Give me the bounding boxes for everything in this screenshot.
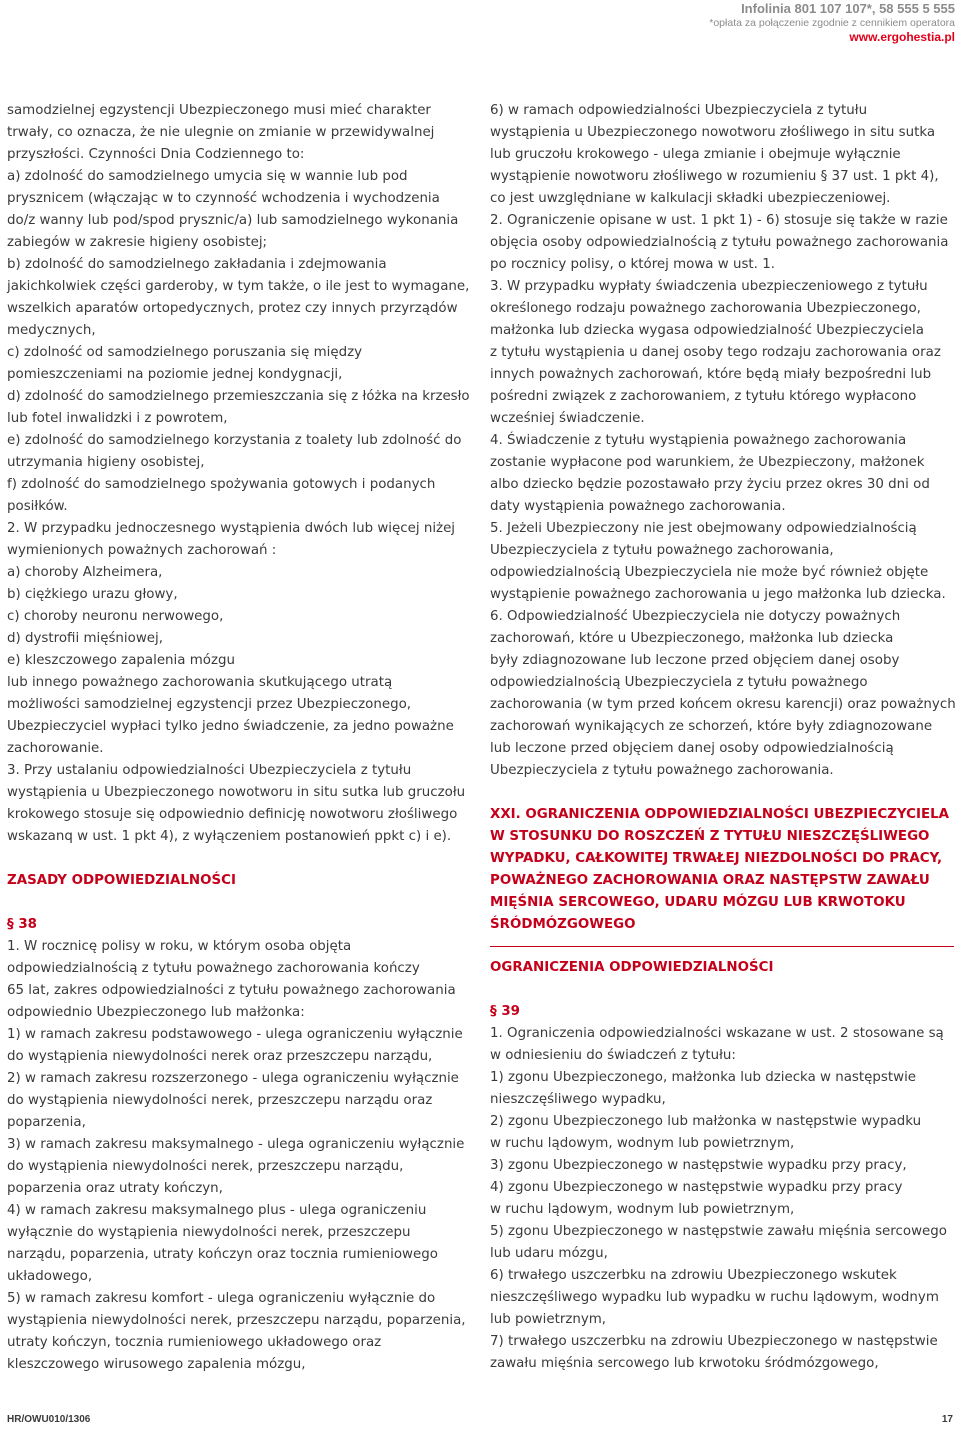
text-line: lub leczone przed objęciem danej osoby odpowiedzialnością	[490, 741, 894, 756]
text-line: zachorowań wynikających ze schorzeń, które były zdiagnozowane	[490, 719, 933, 734]
text-line: odpowiednio Ubezpieczonego lub małżonka:	[7, 1005, 305, 1020]
text-line: albo dziecko będzie pozostawało przy życiu przez okres 30 dni od	[490, 477, 930, 492]
text-line: 4) w ramach zakresu maksymalnego plus - ulega ograniczeniu	[7, 1203, 427, 1218]
text-line: zostanie wypłacone pod warunkiem, że Ubezpieczony, małżonek	[490, 455, 925, 470]
text-line: zachorowania (w tym przed końcem okresu karencji) oraz poważnych	[490, 697, 956, 712]
page-footer	[0, 1414, 960, 1430]
text-line: odpowiedzialnością z tytułu poważnego zachorowania kończy	[7, 961, 420, 976]
hotline-note: *opłata za połączenie zgodnie z cennikiem operatora	[709, 17, 955, 29]
text-line: d) zdolność do samodzielnego przemieszczania się z łóżka na krzesło	[7, 389, 470, 404]
text-line: XXI. OGRANICZENIA ODPOWIEDZIALNOŚCI UBEZPIECZYCIELA	[490, 807, 950, 822]
text-line: 6. Odpowiedzialność Ubezpieczyciela nie dotyczy poważnych	[490, 609, 901, 624]
text-line: zachorowanie.	[7, 741, 104, 756]
text-line: 2. W przypadku jednoczesnego wystąpienia dwóch lub więcej niżej	[7, 521, 456, 536]
text-line: co jest uwzględniane w kalkulacji składki ubezpieczeniowej.	[490, 191, 891, 206]
text-line: samodzielnej egzystencji Ubezpieczonego musi mieć charakter	[7, 103, 431, 118]
text-line: przyszłości. Czynności Dnia Codziennego to:	[7, 147, 305, 162]
section-heading-zasady: ZASADY ODPOWIEDZIALNOŚCI	[7, 873, 236, 888]
text-line: utrzymania higieny osobistej,	[7, 455, 205, 470]
text-line: zabiegów w zakresie higieny osobistej;	[7, 235, 268, 250]
text-line: 4) zgonu Ubezpieczonego w następstwie wypadku przy pracy	[490, 1180, 903, 1195]
page-number: 17	[941, 1414, 953, 1425]
text-line: lub udaru mózgu,	[490, 1246, 608, 1261]
right-body-text-2	[490, 1023, 956, 1375]
text-line: wystąpienia u Ubezpieczonego nowotworu złośliwego in situ sutka	[490, 125, 936, 140]
text-line: 2) w ramach zakresu rozszerzonego - ulega ograniczeniu wyłącznie	[7, 1071, 459, 1086]
text-line: wystąpienia u Ubezpieczonego nowotworu in situ sutka lub gruczołu	[7, 785, 466, 800]
text-line: 4. Świadczenie z tytułu wystąpienia poważnego zachorowania	[490, 433, 907, 448]
text-line: odpowiedzialnością Ubezpieczyciela z tytułu poważnego	[490, 675, 868, 690]
section-divider	[490, 946, 954, 947]
right-column	[490, 100, 956, 1375]
text-line: układowego,	[7, 1269, 93, 1284]
paragraph-number-39: § 39	[490, 1004, 520, 1019]
text-line: innych poważnych zachorowań, które będą miały bezpośredni lub	[490, 367, 932, 382]
text-line: lub gruczołu krokowego - ulega zmianie i obejmuje wyłącznie	[490, 147, 901, 162]
text-line: b) ciężkiego urazu głowy,	[7, 587, 178, 602]
text-line: WYPADKU, CAŁKOWITEJ TRWAŁEJ NIEZDOLNOŚCI DO PRACY,	[490, 851, 943, 866]
text-line: do wystąpienia niewydolności nerek oraz przeszczepu narządu,	[7, 1049, 433, 1064]
text-line: daty wystąpienia poważnego zachorowania.	[490, 499, 786, 514]
text-line: lub fotel inwalidzki i z powrotem,	[7, 411, 228, 426]
text-line: c) zdolność od samodzielnego poruszania się między	[7, 345, 363, 360]
text-line: 3) w ramach zakresu maksymalnego - ulega ograniczeniu wyłącznie	[7, 1137, 465, 1152]
document-code: HR/OWU010/1306	[7, 1414, 91, 1425]
text-line: możliwości samodzielnej egzystencji przez Ubezpieczonego,	[7, 697, 412, 712]
left-body-text-2	[7, 936, 469, 1376]
page-header	[0, 0, 960, 48]
text-line: do wystąpienia niewydolności nerek, przeszczepu narządu oraz	[7, 1093, 433, 1108]
section-heading-ograniczenia: OGRANICZENIA ODPOWIEDZIALNOŚCI	[490, 960, 774, 975]
text-line: 1. W rocznicę polisy w roku, w którym osoba objęta	[7, 939, 352, 954]
text-line: wystąpienie poważnego zachorowania u jego małżonka lub dziecka.	[490, 587, 946, 602]
text-line: nieszczęśliwego wypadku lub wypadku w ruchu lądowym, wodnym	[490, 1290, 939, 1305]
text-line: lub powietrznym,	[490, 1312, 607, 1327]
text-line: narządu, poparzenia, utraty kończyn oraz tocznia rumieniowego	[7, 1247, 438, 1262]
paragraph-number-38: § 38	[7, 917, 37, 932]
text-line: 3) zgonu Ubezpieczonego w następstwie wypadku przy pracy,	[490, 1158, 907, 1173]
text-line: do wystąpienia niewydolności nerek, przeszczepu narządu,	[7, 1159, 404, 1174]
text-line: 3. W przypadku wypłaty świadczenia ubezpieczeniowego z tytułu	[490, 279, 928, 294]
text-line: lub innego poważnego zachorowania skutkującego utratą	[7, 675, 393, 690]
text-line: c) choroby neuronu nerwowego,	[7, 609, 224, 624]
text-line: 5) zgonu Ubezpieczonego w następstwie zawału mięśnia sercowego	[490, 1224, 947, 1239]
text-line: krokowego stosuje się odpowiednio definicję nowotworu złośliwego	[7, 807, 458, 822]
text-line: w ruchu lądowym, wodnym lub powietrznym,	[490, 1202, 795, 1217]
left-body-text	[7, 100, 469, 848]
text-line: były zdiagnozowane lub leczone przed objęciem danej osoby	[490, 653, 900, 668]
text-line: 3. Przy ustalaniu odpowiedzialności Ubezpieczyciela z tytułu	[7, 763, 412, 778]
text-line: poparzenia oraz utraty kończyn,	[7, 1181, 223, 1196]
text-line: MIĘŚNIA SERCOWEGO, UDARU MÓZGU LUB KRWOTOKU	[490, 895, 906, 910]
text-line: zawału mięśnia sercowego lub krwotoku śródmózgowego,	[490, 1356, 879, 1371]
text-line: w odniesieniu do świadczeń z tytułu:	[490, 1048, 736, 1063]
text-line: 1. Ograniczenia odpowiedzialności wskazane w ust. 2 stosowane są	[490, 1026, 944, 1041]
text-line: prysznicem (włączając w to czynność wchodzenia i wychodzenia	[7, 191, 440, 206]
text-line: 1) w ramach zakresu podstawowego - ulega ograniczeniu wyłącznie	[7, 1027, 463, 1042]
text-line: trwały, co oznacza, że nie ulegnie on zmianie w przewidywalnej	[7, 125, 435, 140]
left-column	[7, 100, 469, 1376]
text-line: d) dystrofii mięśniowej,	[7, 631, 163, 646]
text-line: 2) zgonu Ubezpieczonego lub małżonka w następstwie wypadku	[490, 1114, 922, 1129]
section-title-xxi	[490, 804, 956, 936]
text-line: Ubezpieczyciela z tytułu poważnego zachorowania.	[490, 763, 834, 778]
text-line: ŚRÓDMÓZGOWEGO	[490, 917, 636, 932]
text-line: pośredni związek z zachorowaniem, z tytułu którego wypłacono	[490, 389, 917, 404]
text-line: z tytułu wystąpienia u danej osoby tego rodzaju zachorowania oraz	[490, 345, 941, 360]
text-line: 1) zgonu Ubezpieczonego, małżonka lub dziecka w następstwie	[490, 1070, 917, 1085]
text-line: POWAŻNEGO ZACHOROWANIA ORAZ NASTĘPSTW ZAWAŁU	[490, 873, 930, 888]
text-line: poparzenia,	[7, 1115, 86, 1130]
text-line: a) zdolność do samodzielnego umycia się w wannie lub pod	[7, 169, 408, 184]
text-line: 65 lat, zakres odpowiedzialności z tytułu poważnego zachorowania	[7, 983, 456, 998]
text-line: Ubezpieczyciela z tytułu poważnego zachorowania,	[490, 543, 834, 558]
text-line: określonego rodzaju poważnego zachorowania Ubezpieczonego,	[490, 301, 921, 316]
text-line: 6) trwałego uszczerbku na zdrowiu Ubezpieczonego wskutek	[490, 1268, 897, 1283]
text-line: medycznych,	[7, 323, 96, 338]
text-line: 5. Jeżeli Ubezpieczony nie jest obejmowany odpowiedzialnością	[490, 521, 917, 536]
text-line: wskazanq w ust. 1 pkt 4), z wyłączeniem postanowień ppkt c) i e).	[7, 829, 452, 844]
text-line: b) zdolność do samodzielnego zakładania i zdejmowania	[7, 257, 387, 272]
text-line: nieszczęśliwego wypadku,	[490, 1092, 666, 1107]
text-line: wszelkich aparatów ortopedycznych, protez czy innych przyrządów	[7, 301, 458, 316]
text-line: wyłącznie do wystąpienia niewydolności nerek, przeszczepu	[7, 1225, 411, 1240]
text-line: 5) w ramach zakresu komfort - ulega ograniczeniu wyłącznie do	[7, 1291, 436, 1306]
text-line: a) choroby Alzheimera,	[7, 565, 163, 580]
website-link[interactable]: www.ergohestia.pl	[849, 30, 955, 44]
text-line: kleszczowego wirusowego zapalenia mózgu,	[7, 1357, 306, 1372]
text-line: wymienionych poważnych zachorowań :	[7, 543, 277, 558]
text-line: małżonka lub dziecka wygasa odpowiedzialność Ubezpieczyciela	[490, 323, 924, 338]
hotline-text: Infolinia 801 107 107*, 58 555 5 555	[741, 1, 955, 16]
text-line: posiłków.	[7, 499, 68, 514]
text-line: utraty kończyn, tocznia rumieniowego układowego oraz	[7, 1335, 382, 1350]
text-line: po rocznicy polisy, o której mowa w ust. 1.	[490, 257, 775, 272]
text-line: w ruchu lądowym, wodnym lub powietrznym,	[490, 1136, 795, 1151]
text-line: objęcia osoby odpowiedzialnością z tytułu poważnego zachorowania	[490, 235, 949, 250]
text-line: wystąpienie nowotworu złośliwego w rozumieniu § 37 ust. 1 pkt 4),	[490, 169, 939, 184]
text-line: odpowiedzialnością Ubezpieczyciela nie może być również objęte	[490, 565, 929, 580]
text-line: 6) w ramach odpowiedzialności Ubezpieczyciela z tytułu	[490, 103, 868, 118]
text-line: e) zdolność do samodzielnego korzystania z toalety lub zdolność do	[7, 433, 462, 448]
text-line: jakichkolwiek części garderoby, w tym także, o ile jest to wymagane,	[7, 279, 470, 294]
text-line: W STOSUNKU DO ROSZCZEŃ Z TYTUŁU NIESZCZĘŚLIWEGO	[490, 829, 930, 844]
right-body-text	[490, 100, 956, 782]
text-line: wystąpienia niewydolności nerek, przeszczepu narządu, poparzenia,	[7, 1313, 466, 1328]
text-line: wcześniej świadczenie.	[490, 411, 645, 426]
text-line: pomieszczeniami na poziomie jednej kondygnacji,	[7, 367, 343, 382]
text-line: Ubezpieczyciel wypłaci tylko jedno świadczenie, za jedno poważne	[7, 719, 454, 734]
text-line: f) zdolność do samodzielnego spożywania gotowych i podanych	[7, 477, 436, 492]
text-line: 7) trwałego uszczerbku na zdrowiu Ubezpieczonego w następstwie	[490, 1334, 938, 1349]
text-line: zachorowań, które u Ubezpieczonego, małżonka lub dziecka	[490, 631, 894, 646]
text-line: e) kleszczowego zapalenia mózgu	[7, 653, 235, 668]
text-line: 2. Ograniczenie opisane w ust. 1 pkt 1) - 6) stosuje się także w razie	[490, 213, 948, 228]
text-line: do/z wanny lub pod/spod prysznic/a) lub samodzielnego wykonania	[7, 213, 459, 228]
